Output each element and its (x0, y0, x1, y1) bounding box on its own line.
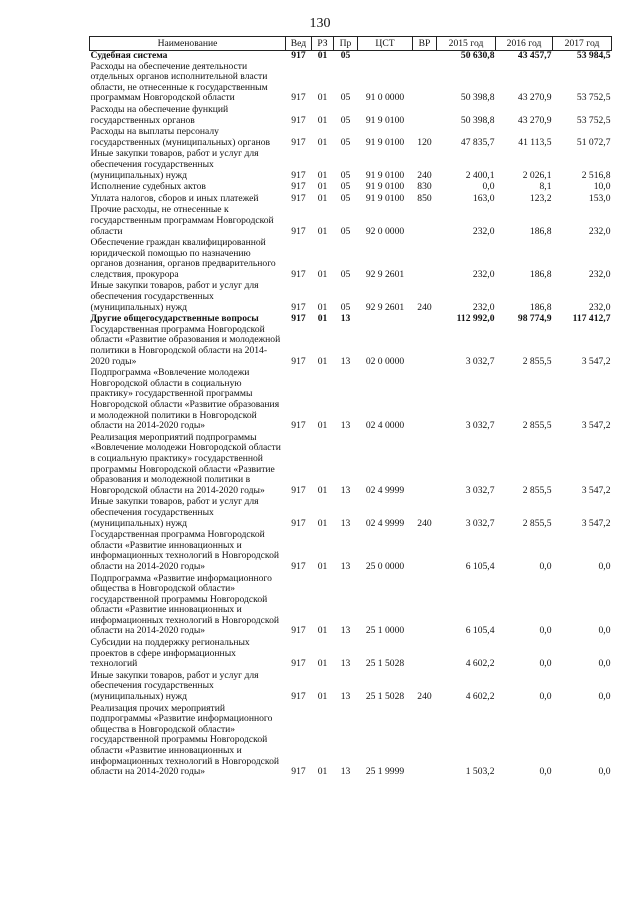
cell-cst: 91 9 0100 (365, 169, 405, 181)
cell-y2016: 186,8 (529, 225, 552, 237)
cell-ved: 917 (291, 192, 306, 204)
cell-pr: 05 (340, 92, 351, 104)
table-row (90, 127, 612, 149)
table-row (90, 281, 612, 314)
cell-y2016: 0,0 (539, 560, 552, 572)
cell-vr (413, 638, 437, 671)
cell-cst: 25 0 0000 (365, 560, 405, 572)
table-row (90, 325, 612, 368)
table-row (90, 433, 612, 498)
cell-cst: 02 4 9999 (365, 484, 405, 496)
cell-ved: 917 (291, 766, 306, 778)
cell-name: Субсидии на поддержку региональных проектов в сфере информационных технологий (90, 637, 250, 670)
cell-pr: 13 (340, 625, 351, 637)
cell-name: Расходы на обеспечение деятельности отдельных органов исполнительной власти области, не отнесенные к государственным программам Новгородской области (90, 60, 268, 104)
cell-name: Государственная программа Новгородской области «Развитие образования и молодежной политики в Новгородской области на 2014-2020 годы» (90, 323, 281, 367)
cell-y2016: 0,0 (539, 625, 552, 637)
cell-rz: 01 (317, 225, 328, 237)
cell-y2016: 43 457,7 (517, 50, 552, 61)
cell-y2015: 232,0 (472, 301, 495, 313)
cell-name: Реализация мероприятий подпрограммы «Вовлечение молодежи Новгородской области в социальную практику» государственной программы Новгородской области «Развитие образования и молодежной политики в Новгородской области на 2014-2020 годы» (90, 431, 281, 496)
page-number: 130 (309, 16, 331, 31)
cell-y2015: 3 032,7 (465, 517, 495, 529)
cell-cst: 91 0 0000 (365, 92, 405, 104)
cell-pr: 05 (340, 192, 351, 204)
cell-cst: 02 4 9999 (365, 517, 405, 529)
cell-y2015: 3 032,7 (465, 484, 495, 496)
cell-y2017: 117 412,7 (572, 313, 611, 325)
cell-cst: 02 4 0000 (365, 420, 405, 432)
cell-pr: 05 (340, 169, 351, 181)
column-header-pr: Пр (334, 37, 358, 51)
table-body (90, 51, 612, 779)
cell-y2015: 50 630,8 (460, 50, 495, 61)
cell-cst: 25 1 5028 (365, 691, 405, 703)
cell-cst: 92 0 0000 (365, 225, 405, 237)
cell-y2015: 3 032,7 (465, 420, 495, 432)
column-header-2016: 2016 год (496, 37, 553, 51)
cell-cst: 92 9 2601 (365, 301, 405, 313)
section-row (90, 51, 612, 62)
cell-cst: 91 9 0100 (365, 136, 405, 148)
cell-ved: 917 (291, 355, 306, 367)
cell-name: Расходы на обеспечение функций государственных органов (90, 103, 229, 126)
cell-rz: 01 (317, 420, 328, 432)
cell-name: Иные закупки товаров, работ и услуг для обеспечения государственных (муниципальных) нужд (90, 280, 259, 313)
cell-y2016: 0,0 (539, 658, 552, 670)
cell-y2016: 0,0 (539, 766, 552, 778)
cell-y2015: 232,0 (472, 225, 495, 237)
column-header-vr: ВР (413, 37, 437, 51)
cell-ved: 917 (291, 658, 306, 670)
cell-y2016: 98 774,9 (517, 313, 552, 325)
cell-y2017: 232,0 (588, 268, 611, 280)
cell-pr: 13 (340, 691, 351, 703)
cell-y2015: 6 105,4 (465, 625, 495, 637)
column-header-cst: ЦСТ (358, 37, 413, 51)
cell-rz: 01 (317, 560, 328, 572)
cell-y2017: 53 752,5 (576, 114, 611, 126)
table-row (90, 149, 612, 182)
table-row (90, 238, 612, 281)
cell-rz: 01 (317, 268, 328, 280)
cell-vr (413, 530, 437, 573)
cell-pr: 13 (340, 313, 351, 325)
cell-y2015: 4 602,2 (465, 658, 495, 670)
table-row (90, 62, 612, 105)
table-row (90, 704, 612, 779)
cell-vr (413, 314, 437, 325)
cell-ved: 917 (291, 181, 306, 193)
table-header-row (90, 37, 612, 51)
cell-rz: 01 (317, 192, 328, 204)
cell-rz: 01 (317, 517, 328, 529)
cell-y2016: 186,8 (529, 268, 552, 280)
cell-name: Реализация прочих мероприятий подпрограммы «Развитие информационного общества в Новгородской области» государственной программы Новгородской области «Развитие инновационных и информационных технологий в Новгородской области на 2014-2020 годы» (90, 702, 280, 778)
cell-cst (358, 314, 413, 325)
cell-name: Иные закупки товаров, работ и услуг для обеспечения государственных (муниципальных) нужд (90, 496, 259, 529)
cell-y2017: 0,0 (598, 766, 611, 778)
cell-vr (413, 704, 437, 779)
cell-name: Другие общегосударственные вопросы (90, 313, 259, 325)
cell-vr: 240 (417, 169, 432, 181)
cell-ved: 917 (291, 92, 306, 104)
cell-pr: 05 (340, 50, 351, 61)
column-header-ved: Вед (286, 37, 312, 51)
cell-name: Прочие расходы, не отнесенные к государственным программам Новгородской области (90, 204, 274, 237)
cell-pr: 13 (340, 658, 351, 670)
cell-y2017: 0,0 (598, 691, 611, 703)
cell-ved: 917 (291, 114, 306, 126)
cell-cst (358, 51, 413, 62)
cell-y2015: 50 398,8 (460, 114, 495, 126)
cell-name: Государственная программа Новгородской области «Развитие инновационных и информационных технологий в Новгородской области на 2014-2020 годы» (90, 529, 280, 572)
cell-ved: 917 (291, 313, 306, 325)
cell-y2017: 0,0 (598, 658, 611, 670)
column-header-rz: РЗ (312, 37, 334, 51)
cell-y2017: 3 547,2 (581, 484, 611, 496)
cell-rz: 01 (317, 355, 328, 367)
cell-pr: 05 (340, 136, 351, 148)
cell-vr: 240 (417, 517, 432, 529)
cell-rz: 01 (317, 766, 328, 778)
budget-table (89, 36, 612, 779)
cell-vr (413, 325, 437, 368)
table-row (90, 368, 612, 433)
table-row (90, 574, 612, 639)
cell-y2016: 2 026,1 (522, 169, 552, 181)
cell-y2015: 50 398,8 (460, 92, 495, 104)
cell-ved: 917 (291, 50, 306, 61)
cell-pr: 13 (340, 484, 351, 496)
cell-y2017: 3 547,2 (581, 517, 611, 529)
cell-cst: 91 9 0100 (365, 192, 405, 204)
cell-vr: 850 (417, 192, 432, 204)
cell-pr: 05 (340, 301, 351, 313)
cell-rz: 01 (317, 313, 328, 325)
cell-pr: 05 (340, 225, 351, 237)
cell-y2017: 0,0 (598, 560, 611, 572)
cell-y2016: 123,2 (529, 192, 552, 204)
cell-ved: 917 (291, 691, 306, 703)
cell-name: Судебная система (90, 50, 168, 61)
cell-cst: 25 1 9999 (365, 766, 405, 778)
cell-vr (413, 105, 437, 127)
cell-vr: 240 (417, 691, 432, 703)
cell-cst: 02 0 0000 (365, 355, 405, 367)
cell-y2015: 112 992,0 (456, 313, 495, 325)
table-row (90, 497, 612, 530)
cell-rz: 01 (317, 301, 328, 313)
cell-pr: 13 (340, 517, 351, 529)
cell-y2015: 2 400,1 (465, 169, 495, 181)
cell-pr: 13 (340, 560, 351, 572)
cell-y2017: 2 516,8 (581, 169, 611, 181)
cell-y2016: 43 270,9 (517, 92, 552, 104)
cell-cst: 91 9 0100 (365, 181, 405, 193)
cell-y2016: 2 855,5 (522, 420, 552, 432)
cell-y2016: 2 855,5 (522, 355, 552, 367)
cell-y2017: 232,0 (588, 301, 611, 313)
cell-pr: 05 (340, 181, 351, 193)
cell-vr (413, 433, 437, 498)
cell-rz: 01 (317, 169, 328, 181)
table-row (90, 530, 612, 573)
cell-ved: 917 (291, 517, 306, 529)
cell-y2017: 0,0 (598, 625, 611, 637)
cell-ved: 917 (291, 169, 306, 181)
cell-pr: 13 (340, 355, 351, 367)
cell-name: Иные закупки товаров, работ и услуг для обеспечения государственных (муниципальных) нужд (90, 148, 259, 181)
table-row (90, 105, 612, 127)
cell-vr (413, 205, 437, 238)
cell-y2017: 3 547,2 (581, 420, 611, 432)
cell-y2016: 41 113,5 (518, 136, 552, 148)
cell-y2016: 186,8 (529, 301, 552, 313)
cell-y2015: 232,0 (472, 268, 495, 280)
cell-pr: 13 (340, 420, 351, 432)
table-row (90, 205, 612, 238)
cell-y2017: 53 752,5 (576, 92, 611, 104)
cell-vr: 240 (417, 301, 432, 313)
cell-y2017: 53 984,5 (576, 50, 611, 61)
cell-y2015: 4 602,2 (465, 691, 495, 703)
cell-vr: 120 (417, 136, 432, 148)
cell-y2016: 2 855,5 (522, 484, 552, 496)
cell-name: Расходы на выплаты персоналу государственных (муниципальных) органов (90, 126, 271, 148)
cell-y2015: 0,0 (482, 181, 495, 193)
cell-vr (413, 51, 437, 62)
column-header-name: Наименование (90, 37, 286, 51)
cell-y2015: 6 105,4 (465, 560, 495, 572)
cell-name: Исполнение судебных актов (90, 181, 206, 193)
cell-pr: 05 (340, 114, 351, 126)
cell-y2016: 8,1 (539, 181, 552, 193)
cell-y2015: 163,0 (472, 192, 495, 204)
cell-name: Подпрограмма «Вовлечение молодежи Новгородской области в социальную практику» государственной программы Новгородской области «Развитие образования и молодежной политики в Новгородской области на 2014-2020 годы» (90, 367, 280, 432)
table-row (90, 671, 612, 704)
cell-rz: 01 (317, 625, 328, 637)
cell-vr: 830 (417, 181, 432, 193)
cell-rz: 01 (317, 92, 328, 104)
cell-y2015: 1 503,2 (465, 766, 495, 778)
cell-rz: 01 (317, 50, 328, 61)
cell-cst: 91 9 0100 (365, 114, 405, 126)
cell-ved: 917 (291, 268, 306, 280)
cell-y2017: 153,0 (588, 192, 611, 204)
cell-y2017: 3 547,2 (581, 355, 611, 367)
cell-name: Подпрограмма «Развитие информационного общества в Новгородской области» государственной программы Новгородской области «Развитие инновационных и информационных технологий в Новгородской области на 2014-2020 годы» (90, 572, 280, 637)
cell-ved: 917 (291, 136, 306, 148)
cell-vr (413, 574, 437, 639)
cell-pr: 05 (340, 268, 351, 280)
cell-y2015: 3 032,7 (465, 355, 495, 367)
cell-rz: 01 (317, 136, 328, 148)
cell-cst: 92 9 2601 (365, 268, 405, 280)
cell-ved: 917 (291, 625, 306, 637)
column-header-2015: 2015 год (437, 37, 496, 51)
cell-y2016: 2 855,5 (522, 517, 552, 529)
cell-y2017: 232,0 (588, 225, 611, 237)
cell-pr: 13 (340, 766, 351, 778)
cell-rz: 01 (317, 691, 328, 703)
cell-name: Уплата налогов, сборов и иных платежей (90, 192, 259, 204)
cell-vr (413, 62, 437, 105)
cell-rz: 01 (317, 658, 328, 670)
cell-name: Обеспечение граждан квалифицированной юридической помощью по назначению органов дознания, органов предварительного следствия, прокурора (90, 237, 276, 280)
cell-ved: 917 (291, 484, 306, 496)
cell-y2017: 51 072,7 (576, 136, 611, 148)
cell-y2016: 0,0 (539, 691, 552, 703)
cell-ved: 917 (291, 560, 306, 572)
cell-vr (413, 368, 437, 433)
cell-rz: 01 (317, 181, 328, 193)
cell-name: Иные закупки товаров, работ и услуг для обеспечения государственных (муниципальных) нужд (90, 669, 259, 703)
column-header-2017: 2017 год (553, 37, 612, 51)
cell-vr (413, 238, 437, 281)
cell-ved: 917 (291, 301, 306, 313)
cell-rz: 01 (317, 484, 328, 496)
cell-ved: 917 (291, 420, 306, 432)
cell-cst: 25 1 0000 (365, 625, 405, 637)
cell-rz: 01 (317, 114, 328, 126)
table-row (90, 638, 612, 671)
table-row (90, 182, 612, 194)
cell-y2017: 10,0 (593, 181, 611, 193)
cell-y2015: 47 835,7 (460, 136, 495, 148)
cell-y2016: 43 270,9 (517, 114, 552, 126)
cell-cst: 25 1 5028 (365, 658, 405, 670)
cell-ved: 917 (291, 225, 306, 237)
